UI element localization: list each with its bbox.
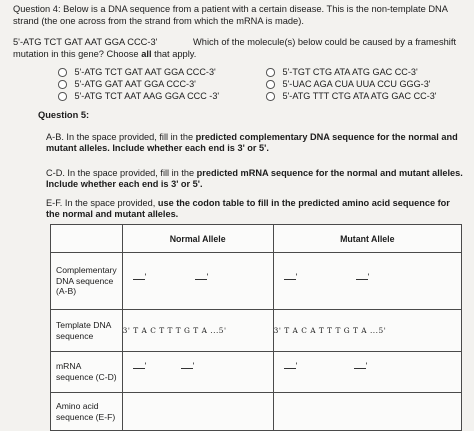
header-empty	[51, 225, 123, 253]
blank-5prime-end[interactable]: '	[284, 362, 298, 371]
table-row	[51, 253, 462, 310]
normal-template-sequence: 3' T A C T T T G T A ...5'	[122, 310, 273, 352]
normal-complementary-cell[interactable]	[122, 253, 273, 310]
option-label: 5'-TGT CTG ATA ATG GAC CC-3'	[282, 67, 418, 77]
header-mutant-allele: Mutant Allele	[273, 225, 461, 253]
mutant-template-sequence: 3' T A C A T T T G T A ...5'	[273, 310, 461, 352]
row-label: Complementary DNA sequence (A-B)	[51, 253, 123, 310]
radio-button[interactable]	[58, 80, 67, 89]
blank-5prime-end[interactable]: '	[284, 273, 298, 282]
instruction-cd-pre: C-D. In the space provided, fill in the	[46, 168, 197, 178]
blank-3prime-end[interactable]: '	[181, 362, 195, 371]
dna-sequence: 5'-ATG TCT GAT AAT GGA CCC-3'	[13, 37, 158, 47]
instruction-ef	[46, 198, 466, 221]
mutant-mrna-cell[interactable]	[273, 352, 461, 393]
option-left-3[interactable]	[58, 91, 219, 102]
radio-button[interactable]	[58, 68, 67, 77]
option-right-2[interactable]	[266, 79, 431, 90]
instruction-ab	[46, 132, 466, 155]
table-row	[51, 352, 462, 393]
row-label: Amino acid sequence (E-F)	[51, 393, 123, 431]
radio-button[interactable]	[266, 92, 275, 101]
blank-3prime-end[interactable]: '	[354, 362, 368, 371]
option-right-3[interactable]	[266, 91, 437, 102]
blank-3prime-end[interactable]: '	[195, 273, 209, 282]
option-left-1[interactable]	[58, 67, 216, 78]
blank-3prime-end[interactable]: '	[356, 273, 370, 282]
radio-button[interactable]	[266, 68, 275, 77]
row-label: mRNA sequence (C-D)	[51, 352, 123, 393]
option-label: 5'-ATG TCT GAT AAT GGA CCC-3'	[74, 67, 216, 77]
question-4-text	[13, 4, 465, 27]
question-4-body: Below is a DNA sequence from a patient with a certain disease. This is the non-template DNA strand (the one across from the strand from which the mRNA is made).	[13, 4, 448, 26]
blank-5prime-end[interactable]: '	[133, 273, 147, 282]
option-label: 5'-ATG GAT AAT GGA CCC-3'	[74, 79, 196, 89]
blank-5prime-end[interactable]: '	[133, 362, 147, 371]
option-label: 5'-ATG TCT AAT AAG GGA CCC -3'	[74, 91, 220, 101]
question-4-label: Question 4:	[13, 4, 61, 14]
instruction-ab-bold: predicted complementary DNA sequence for the normal and mutant alleles. Include whether each end is 3' or 5'.	[46, 132, 458, 154]
option-label: 5'-UAC AGA CUA UUA CCU GGG-3'	[282, 79, 431, 89]
option-right-1[interactable]	[266, 67, 418, 78]
instruction-cd-bold: predicted mRNA sequence for the normal and mutant alleles. Include whether each end is 3' or 5'.	[46, 168, 463, 190]
table-row	[51, 310, 462, 352]
normal-mrna-cell[interactable]	[122, 352, 273, 393]
instruction-ef-bold: use the codon table to fill in the predicted amino acid sequence for the normal and mutant alleles.	[46, 198, 450, 220]
option-label: 5'-ATG TTT CTG ATA ATG GAC CC-3'	[282, 91, 437, 101]
option-left-2[interactable]	[58, 79, 196, 90]
prompt-pre: Which of the molecule(s) below could be caused by a frameshift mutation in this gene? Choose	[13, 37, 457, 59]
question-5-label: Question 5:	[38, 110, 90, 120]
row-label: Template DNA sequence	[51, 310, 123, 352]
header-normal-allele: Normal Allele	[122, 225, 273, 253]
radio-button[interactable]	[58, 92, 67, 101]
instruction-ef-pre: E-F. In the space provided,	[46, 198, 158, 208]
prompt-post: that apply.	[151, 48, 197, 59]
instruction-cd	[46, 168, 466, 191]
mutant-complementary-cell[interactable]	[273, 253, 461, 310]
instruction-ab-pre: A-B. In the space provided, fill in the	[46, 132, 196, 142]
prompt-all: all	[141, 48, 152, 59]
answer-table	[50, 224, 462, 431]
radio-button[interactable]	[266, 80, 275, 89]
